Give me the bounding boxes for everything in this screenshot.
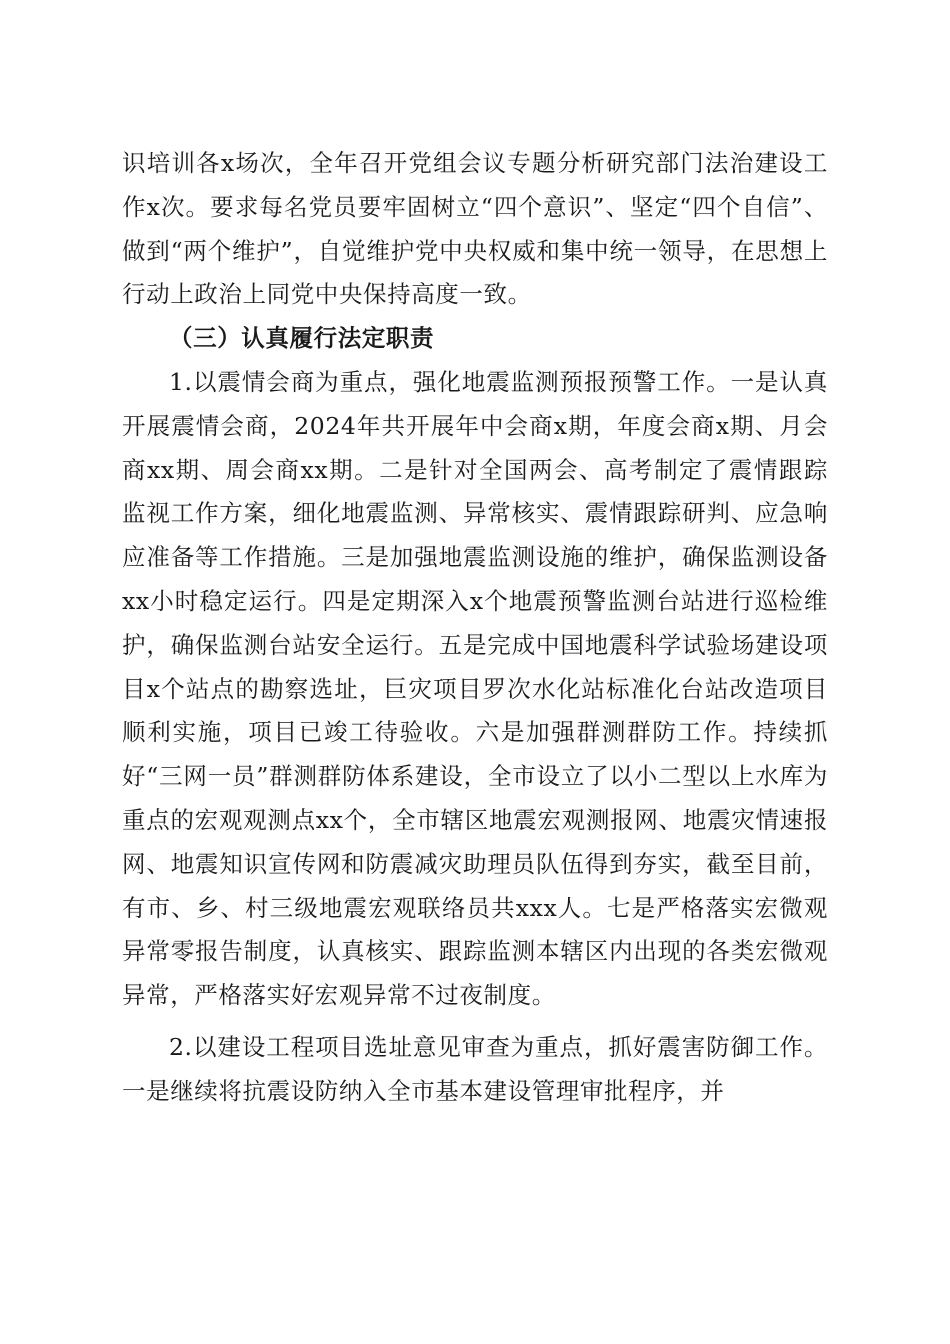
paragraph-continuation: 识培训各x场次，全年召开党组会议专题分析研究部门法治建设工作x次。要求每名党员要牢固树立“四个意识”、坚定“四个自信”、做到“两个维护”，自觉维护党中央权威和集中统一领导，在思想上行动上政治上同党中央保持高度一致。 [122, 149, 828, 309]
paragraph-earthquake-monitoring: 1.以震情会商为重点，强化地震监测预报预警工作。一是认真开展震情会商，2024年共开展年中会商x期，年度会商x期、月会商xx期、周会商xx期。二是针对全国两会、高考制定了震情跟踪监视工作方案，细化地震监测、异常核实、震情跟踪研判、应急响应准备等工作措施。三是加强地震监测设施的维护，确保监测设备xx小时稳定运行。四是定期深入x个地震预警监测台站进行巡检维护，确保监测台站安全运行。五是完成中国地震科学试验场建设项目x个站点的勘察选址，巨灾项目罗次水化站标准化台站改造项目顺利实施，项目已竣工待验收。六是加强群测群防工作。持续抓好“三网一员”群测群防体系建设，全市设立了以小二型以上水库为重点的宏观观测点xx个，全市辖区地震宏观测报网、地震灾情速报网、地震知识宣传网和防震减灾助理员队伍得到夯实，截至目前，有市、乡、村三级地震宏观联络员共xxx人。七是严格落实宏微观异常零报告制度，认真核实、跟踪监测本辖区内出现的各类宏微观异常，严格落实好宏观异常不过夜制度。 [122, 367, 828, 1010]
section-heading: （三）认真履行法定职责 [169, 324, 435, 353]
document-body [122, 142, 828, 1114]
paragraph-damage-prevention: 2.以建设工程项目选址意见审查为重点，抓好震害防御工作。一是继续将抗震设防纳入全市基本建设管理审批程序，并 [122, 1032, 828, 1105]
